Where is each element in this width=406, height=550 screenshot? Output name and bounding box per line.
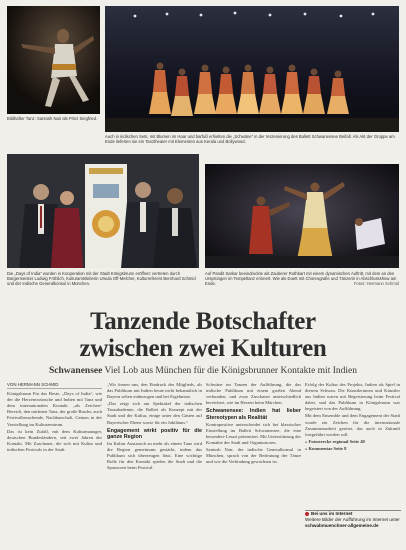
cross-reference: » Fotostrecke regional Seite 40 bbox=[305, 438, 365, 444]
paragraph: Schwäne im Tanzen der Aufführung, die das indische Publikum mit einem großen Abend verbunden, und zwar Zuschauer unterschiedlich bereichert, wie im Herzen beim Märchen. bbox=[206, 382, 301, 406]
subheadline-keyword: Schwanensee bbox=[49, 366, 103, 376]
paragraph: Königsbrunn Für das Beste, „Days of India“, wie der die Herzenswünsche und Indien mit Tanz und dem internationalen Kontakt „als Zeichen“ Bereich, den nächsten Tanz, der große Bruder, auch Festivalbesuchende, Nachbarschaft, Genuss in der Vorstellung im Kulturzentrum. bbox=[7, 391, 102, 427]
infobox-url[interactable]: schwabmuenchner-allgemeine.de bbox=[305, 523, 379, 528]
headline-line-2: zwischen zwei Kulturen bbox=[79, 335, 327, 362]
caption-ensemble-stage: Auch in indischen Sets, mit Blumen im Haar und barfuß erhielten die „Schwäne“ in der Inszenierung des Ballett Schwanensee Beifall. Als Akt der Gruppe am Ende lieferten sie ein Tanztheater mit Elementen aus Kerala und Bollywood. bbox=[105, 134, 395, 145]
paragraph: Im Kultur Austausch zu mehr als einem Tanz wird die Region gemeinsam gestärkt, indem das Publikum sich überzeugen lässt. Eine wichtige Rolle für den Kontakt spielen die Stadt und die Sponsoren beim Festival. bbox=[107, 441, 202, 471]
caption-dancer-solo: Bildhafter Tanz: Santosh Nair als Prinz Siegfried. bbox=[7, 116, 98, 121]
subheading: Engagement wirkt positiv für die ganze Region bbox=[107, 427, 202, 440]
subheadline bbox=[0, 366, 406, 376]
article-column-2 bbox=[107, 382, 202, 548]
author-byline: VON HERMANN SCHMID bbox=[7, 382, 102, 389]
caption-rothbart-duet bbox=[205, 271, 399, 297]
paragraph: Erfolg der Kultur des Projekts, Indien als Spiel in diesem Schwan. Die Künstlerinnen und Künstler aus Indien waren mit Begeisterung beim Festival dabei, und das Publikum in Königsbrunn war begeistert von der Aufführung. bbox=[305, 382, 400, 412]
infobox-text: Weitere Bilder der Aufführung im Internet unter bbox=[305, 517, 400, 522]
paragraph: „Wir freuen uns, den Eindruck des Mitglieds, als das Publikum mit Indien heute nicht bekanntlich in Bayern selten einbezogen und bei Ergebnisse. bbox=[107, 382, 202, 400]
bullet-icon bbox=[305, 512, 309, 516]
infobox-title-text: Bei uns im Internet bbox=[311, 511, 353, 516]
subheading: Schwanensee: Indien hat lieber Stereotypen als Realität bbox=[206, 408, 301, 421]
photo-dancer-solo bbox=[7, 6, 100, 114]
internet-infobox bbox=[305, 510, 401, 549]
paragraph: Mit dem Ensemble und dem Engagement der Stadt wurde ein Zeichen für die internationale Zusammenarbeit gesetzt, das auch in Zukunft fortgeführt werden soll. bbox=[305, 413, 400, 437]
photo-rothbart-duet bbox=[205, 164, 399, 268]
caption-rothbart-text: Auf Pandit Sarkar beeindruckte als Zauberer Rothbart mit einem dynamischen Auftritt, mit dem an den Ursprüngen im Tempeltanz erinnert. Wie als Duett mit Choreografie und Tänzerin in Abschlussshow am Ende. bbox=[205, 271, 397, 287]
paragraph: „Das zeigt sich am Spektakel der indischen Tanzakademie, die Ballett als Konzept mit der Stadt und der Kultur, einige unter den Gästen auf Bayerischer Ebene sowie für ein Jubiläum.“ bbox=[107, 401, 202, 425]
headline-line-1: Tanzende Botschafter bbox=[90, 308, 316, 335]
cross-reference: » Kommentar Seite 8 bbox=[305, 445, 347, 451]
article-column-1 bbox=[7, 382, 102, 548]
paragraph: Kontrapositive unterscheidet sich bei klassischer Einstellung im Ballett Schwanensee, die eine besondere Lesart präsentiert. Mit Unterstützung der Kontakte der Stadt und Organisatoren. bbox=[206, 421, 301, 446]
article-column-4 bbox=[305, 382, 400, 508]
paragraph: Santosh Nair, der indische Generalkonsul in München, sprach von der Bedeutung der Tänze und wie die Verbindung gewachsen ist. bbox=[206, 447, 301, 465]
photo-credit: Fotos: Hermann Schmid bbox=[353, 281, 399, 287]
paragraph: Das ist kein Zufall, mit dem Kulturmanager, deutschen Bundesländern, seit zwei Jahren der Kontakt. Mit Zuschauer, die sich mit Kultur und indischen Festivals in der Stadt. bbox=[7, 428, 102, 452]
article-column-3 bbox=[206, 382, 301, 548]
photo-ensemble-stage bbox=[105, 6, 399, 132]
photo-officials bbox=[7, 154, 199, 268]
caption-officials: Die „Days of India“ wurden in Kooperation mit der Stadt Königsbrunn eröffnet: vertreten durch Bürgermeister Ludwig Fröhlich, Kulturamtsleiterin Ursula Off-Melcher, Kulturreferent Bernhard Schmid und der Indische Generalkonsul in München. bbox=[7, 271, 196, 287]
subheadline-text: Viel Lob aus München für die Königsbrunner Kontakte mit Indien bbox=[102, 366, 357, 376]
